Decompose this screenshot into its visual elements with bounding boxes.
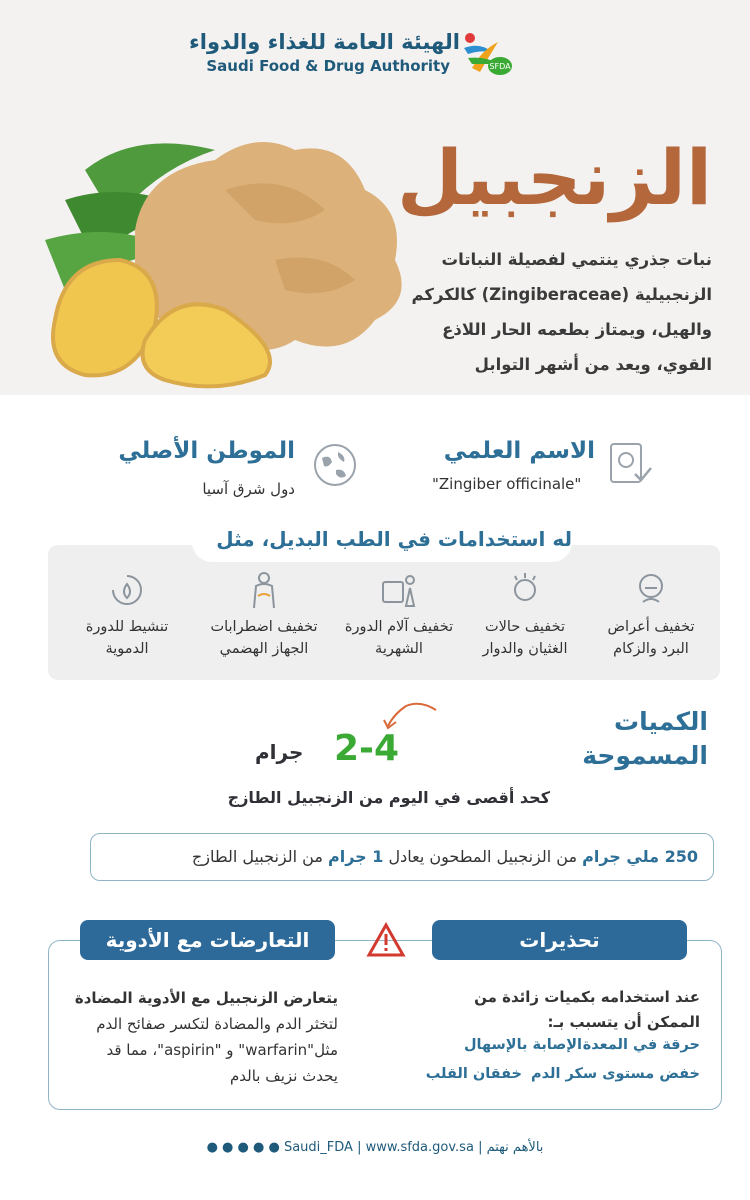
use-item-label: تخفيف حالات الغثيان والدوار [482, 619, 568, 657]
globe-icon [310, 440, 360, 490]
effect-palpitations: خفقان القلب [425, 1066, 522, 1082]
org-name-english: Saudi Food & Drug Authority [206, 57, 450, 75]
quantity-description: كحد أقصى في اليوم من الزنجبيل الطازج [227, 788, 550, 807]
use-item-label: تخفيف آلام الدورة الشهرية [344, 619, 454, 657]
equiv-text-2: من الزنجبيل الطازج [191, 847, 323, 866]
footer-website[interactable]: www.sfda.gov.sa [365, 1140, 474, 1155]
origin-label: الموطن الأصلي [118, 438, 295, 464]
org-name-arabic: الهيئة العامة للغذاء والدواء [189, 30, 460, 54]
use-item-cold [592, 570, 710, 660]
quantity-unit: جرام [255, 740, 304, 764]
interactions-body [68, 985, 338, 1089]
use-item-circulation [68, 570, 186, 660]
scientific-name-label: الاسم العلمي [443, 438, 595, 464]
quantity-amount: 2-4 [334, 728, 400, 769]
equiv-ground-amount: 250 ملي جرام [582, 847, 698, 866]
footer-separator: | [357, 1140, 362, 1155]
dizzy-head-icon [505, 570, 545, 610]
effect-heartburn: حرقة في المعدة [582, 1037, 700, 1053]
stomach-person-icon [244, 570, 284, 610]
quantity-title [582, 705, 708, 773]
effect-low-blood-sugar: خفض مستوى سكر الدم [531, 1066, 700, 1082]
interactions-bold-text: يتعارض الزنجبيل مع الأدوية المضادة [74, 989, 338, 1007]
footer-slogan: بالأهم نهتم [486, 1140, 544, 1155]
blood-circulation-icon [107, 570, 147, 610]
sneeze-icon [631, 570, 671, 610]
interactions-title: التعارضات مع الأدوية [80, 920, 335, 960]
origin-value: دول شرق آسيا [202, 480, 295, 498]
ginger-illustration [25, 110, 425, 390]
use-item-label: تخفيف اضطرابات الجهاز الهضمي [210, 619, 318, 657]
use-item-label: تخفيف أعراض البرد والزكام [607, 619, 695, 657]
use-item-menstrual [340, 570, 458, 660]
warning-icon [366, 922, 406, 958]
calendar-woman-icon [379, 570, 419, 610]
use-item-digestive [198, 570, 330, 660]
page-title: الزنجبيل [396, 133, 712, 222]
equiv-fresh-amount: 1 جرام [327, 847, 384, 866]
sfda-logo-icon [458, 28, 516, 78]
equivalence-text [192, 847, 698, 866]
effect-diarrhea: الإصابة بالإسهال [463, 1037, 582, 1053]
warnings-intro: عند استخدامه بكميات زائدة من الممكن أن يتسبب بـ: [474, 988, 700, 1031]
intro-paragraph: نبات جذري ينتمي لفصيلة النباتات الزنجبيلية (Zingiberaceae) كالكركم والهيل، ويمتاز بطعمه الحار اللاذع القوي، ويعد من أشهر التوابل [411, 250, 712, 374]
logo-caption: SFDA [489, 62, 511, 71]
uses-title: له استخدامات في الطب البديل، مثل [216, 527, 572, 551]
use-item-label: تنشيط للدورة الدموية [85, 619, 169, 657]
quantity-title-line1: الكميات [614, 707, 708, 736]
footer [0, 1140, 750, 1155]
passport-check-icon [605, 438, 655, 488]
social-icons: ● ● ● ● ● [206, 1140, 280, 1155]
scientific-name-value: "Zingiber officinale" [432, 475, 582, 493]
footer-separator: | [478, 1140, 483, 1155]
footer-handle[interactable]: Saudi_FDA [283, 1140, 353, 1155]
warnings-title: تحذيرات [432, 920, 687, 960]
interactions-text: لتخثر الدم والمضادة لتكسر صفائح الدم مثل"warfarin" و "aspirin"، مما قد يحدث نزيف بالدم [96, 1015, 338, 1085]
quantity-title-line2: المسموحة [582, 741, 708, 770]
equiv-text-1: من الزنجبيل المطحون يعادل [388, 847, 578, 866]
use-item-nausea [466, 570, 584, 660]
